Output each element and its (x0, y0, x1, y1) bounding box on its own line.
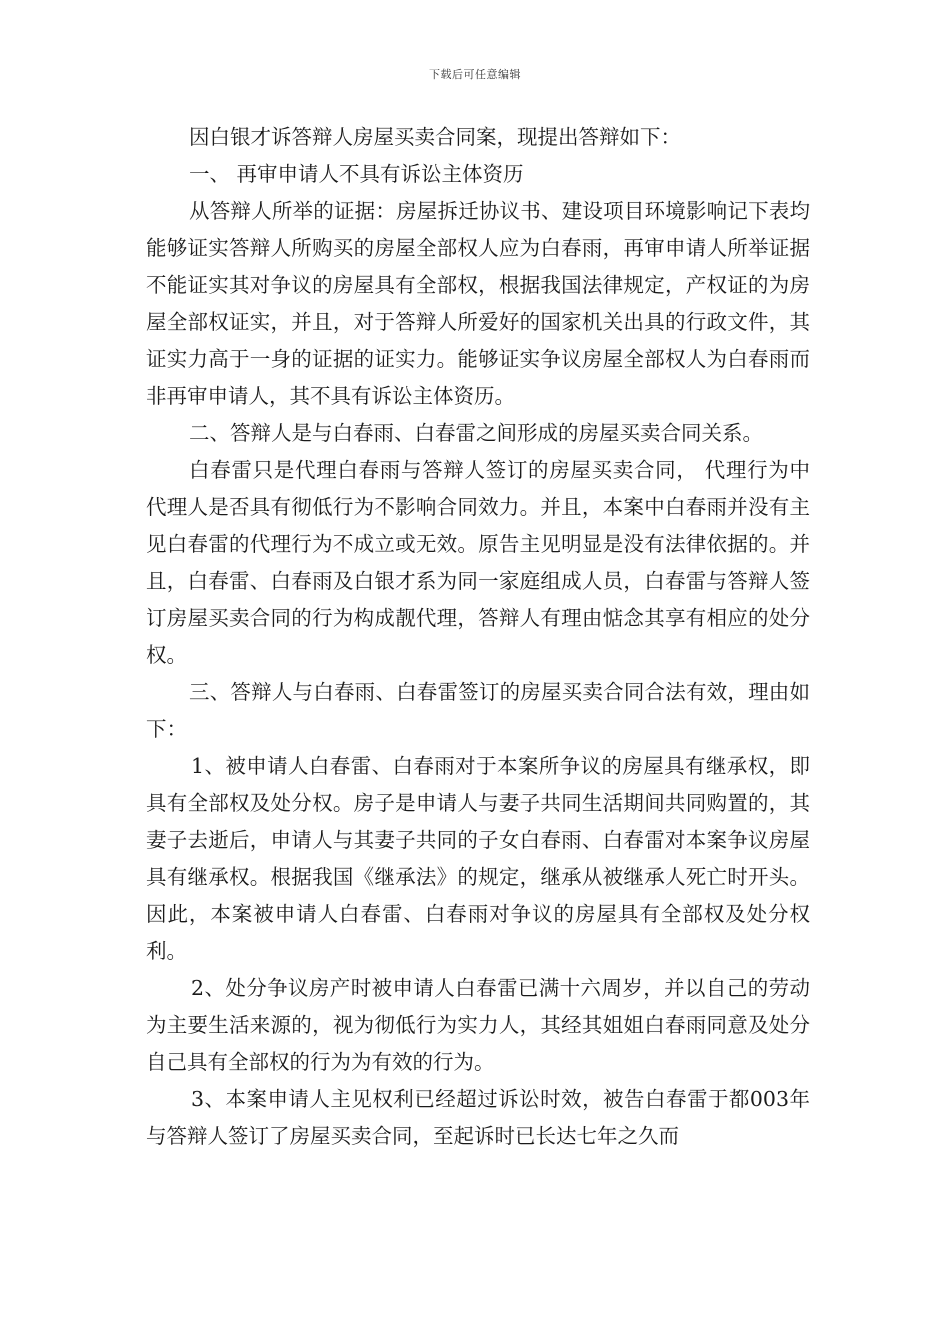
section-1-body: 从答辩人所举的证据：房屋拆迁协议书、建设项目环境影响记下表均能够证实答辩人所购买的房屋全部权人应为白春雨，再审申请人所举证据不能证实其对争议的房屋具有全部权，根据我国法律规定，产权证的为房屋全部权证实，并且，对于答辩人所爱好的国家机关出具的行政文件，其证实力高于一身的证据的证实力。能够证实争议房屋全部权人为白春雨而非再审申请人，其不具有诉讼主体资历。 (146, 199, 810, 408)
point-3-paragraph: 3、本案申请人主见权利已经超过诉讼时效，被告白春雷于都003年与答辩人签订了房屋买卖合同，至起诉时已长达七年之久而 (146, 1087, 810, 1148)
section-2-body: 白春雷只是代理白春雨与答辩人签订的房屋买卖合同， 代理行为中代理人是否具有彻低行为不影响合同效力。并且，本案中白春雨并没有主见白春雷的代理行为不成立或无效。原告主见明显是没有法律依据的。并且，白春雷、白春雨及白银才系为同一家庭组成人员，白春雷与答辩人签订房屋买卖合同的行为构成靓代理，答辩人有理由惦念其享有相应的处分权。 (146, 458, 810, 667)
point-2-paragraph: 2、处分争议房产时被申请人白春雷已满十六周岁，并以自己的劳动为主要生活来源的，视为彻低行为实力人，其经其姐姐白春雨同意及处分自己具有全部权的行为为有效的行为。 (146, 976, 810, 1074)
intro-paragraph: 因白银才诉答辩人房屋买卖合同案，现提出答辩如下： (189, 125, 681, 149)
section-heading-2: 二、答辩人是与白春雨、白春雷之间形成的房屋买卖合同关系。 (189, 421, 763, 445)
download-note: 下载后可任意编辑 (429, 68, 521, 81)
section-heading-3: 三、答辩人与白春雨、白春雷签订的房屋买卖合同合法有效，理由如下： (146, 680, 810, 741)
section-heading-1: 一、 再审申请人不具有诉讼主体资历 (189, 162, 524, 186)
document-body (146, 119, 810, 1155)
point-1-paragraph: 1、被申请人白春雷、白春雨对于本案所争议的房屋具有继承权，即具有全部权及处分权。房子是申请人与妻子共同生活期间共同购置的，其妻子去逝后，申请人与其妻子共同的子女白春雨、白春雷对本案争议房屋具有继承权。根据我国《继承法》的规定，继承从被继承人死亡时开头。因此，本案被申请人白春雷、白春雨对争议的房屋具有全部权及处分权利。 (146, 754, 810, 963)
